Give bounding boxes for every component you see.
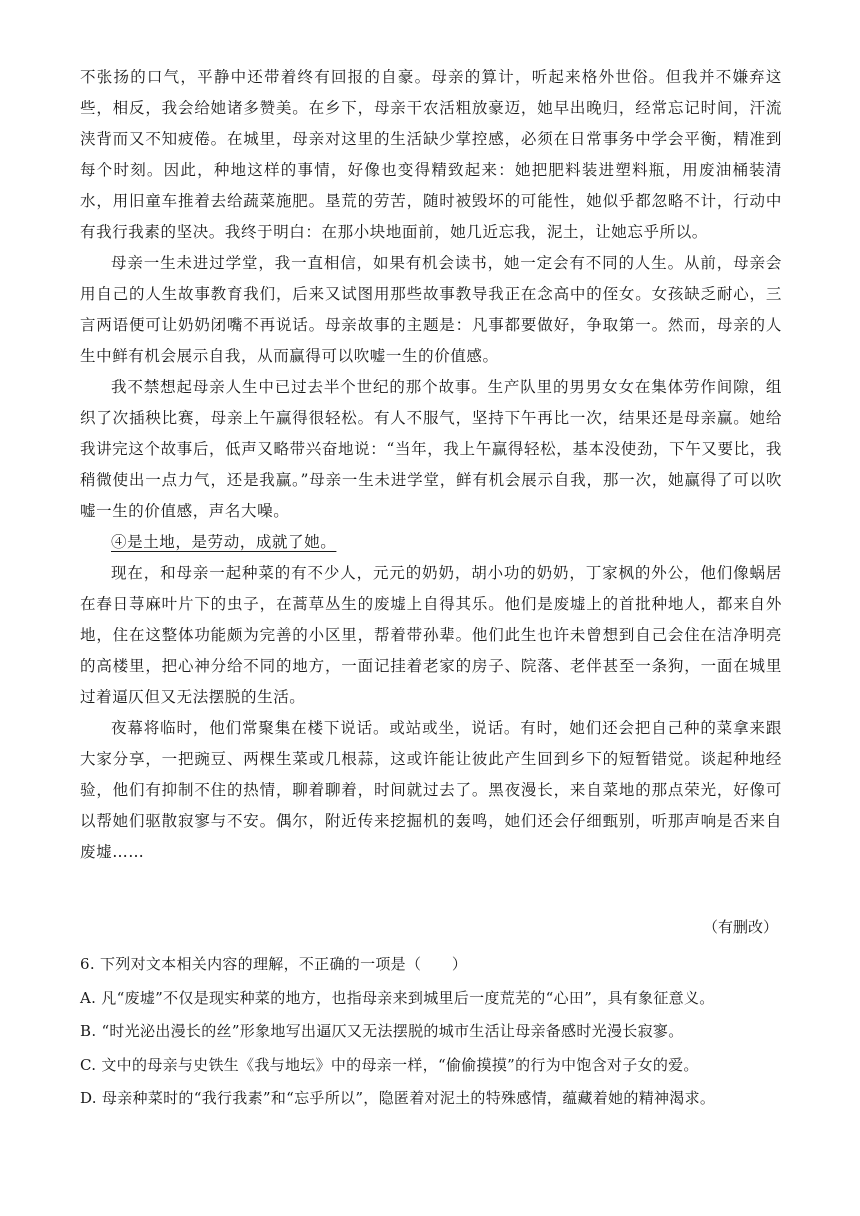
source-note: （有删改） (702, 918, 778, 936)
option-a[interactable]: A. 凡“废墟”不仅是现实种菜的地方，也指母亲来到城里后一度荒芜的“心田”，具有象征意义。 (80, 988, 715, 1007)
passage-paragraph: 我不禁想起母亲人生中已过去半个世纪的那个故事。生产队里的男男女女在集体劳作间隙，组织了次插秧比赛，母亲上午赢得很轻松。有人不服气，坚持下午再比一次，结果还是母亲赢。她给我讲完这个故事后，低声又略带兴奋地说：“当年，我上午赢得轻松，基本没使劲，下午又要比，我稍微使出一点力气，还是我赢。”母亲一生未进学堂，鲜有机会展示自我，那一次，她赢得了可以吹嘘一生的价值感，声名大噪。 (80, 378, 782, 520)
question-6 (80, 948, 782, 1116)
passage-paragraph-marked (80, 527, 782, 558)
passage-paragraph: 夜幕将临时，他们常聚集在楼下说话。或站或坐，说话。有时，她们还会把自己种的菜拿来跟大家分享，一把豌豆、两棵生菜或几根蒜，这或许能让彼此产生回到乡下的短暂错觉。谈起种地经验，他们有抑制不住的热情，聊着聊着，时间就过去了。黑夜漫长，来自菜地的那点荣光，好像可以帮她们驱散寂寥与不安。偶尔，附近传来挖掘机的轰鸣，她们还会仔细甄别，听那声响是否来自废墟…… (80, 719, 782, 861)
passage-paragraph: 现在，和母亲一起种菜的有不少人，元元的奶奶，胡小功的奶奶，丁家枫的外公，他们像蜗居在春日荨麻叶片下的虫子，在蒿草丛生的废墟上自得其乐。他们是废墟上的首批种地人，都来自外地，住在这整体功能颇为完善的小区里，帮着带孙辈。他们此生也许未曾想到自己会住在洁净明亮的高楼里，把心神分给不同的地方，一面记挂着老家的房子、院落、老伴甚至一条狗，一面在城里过着逼仄但又无法摆脱的生活。 (80, 564, 782, 706)
option-d[interactable]: D. 母亲种菜时的“我行我素”和“忘乎所以”，隐匿着对泥土的特殊感情，蕴藏着她的精神渴求。 (80, 1089, 716, 1107)
reading-passage (80, 62, 782, 868)
passage-paragraph: 母亲一生未进过学堂，我一直相信，如果有机会读书，她一定会有不同的人生。从前，母亲会用自己的人生故事教育我们，后来又试图用那些故事教导我正在念高中的侄女。女孩缺乏耐心，三言两语便可让奶奶闭嘴不再说话。母亲故事的主题是：凡事都要做好，争取第一。然而，母亲的人生中鲜有机会展示自我，从而赢得可以吹嘘一生的价值感。 (80, 254, 782, 365)
passage-paragraph: 不张扬的口气，平静中还带着终有回报的自豪。母亲的算计，听起来格外世俗。但我并不嫌弃这些，相反，我会给她诸多赞美。在乡下，母亲干农活粗放豪迈，她早出晚归，经常忘记时间，汗流浃背而又不知疲倦。在城里，母亲对这里的生活缺少掌控感，必须在日常事务中学会平衡，精准到每个时刻。因此，种地这样的事情，好像也变得精致起来：她把肥料装进塑料瓶，用废油桶装清水，用旧童车推着去给蔬菜施肥。垦荒的劳苦，随时被毁坏的可能性，她似乎都忽略不计，行动中有我行我素的坚决。我终于明白：在那小块地面前，她几近忘我，泥土，让她忘乎所以。 (80, 68, 782, 241)
option-b[interactable]: B. “时光泌出漫长的丝”形象地写出逼仄又无法摆脱的城市生活让母亲备感时光漫长寂寥。 (80, 1022, 684, 1040)
option-c[interactable]: C. 文中的母亲与史铁生《我与地坛》中的母亲一样，“偷偷摸摸”的行为中饱含对子女的爱。 (80, 1055, 699, 1074)
question-stem: 6. 下列对文本相关内容的理解，不正确的一项是（ ） (80, 955, 468, 973)
underlined-sentence: ④是土地，是劳动，成就了她。 (111, 533, 337, 551)
